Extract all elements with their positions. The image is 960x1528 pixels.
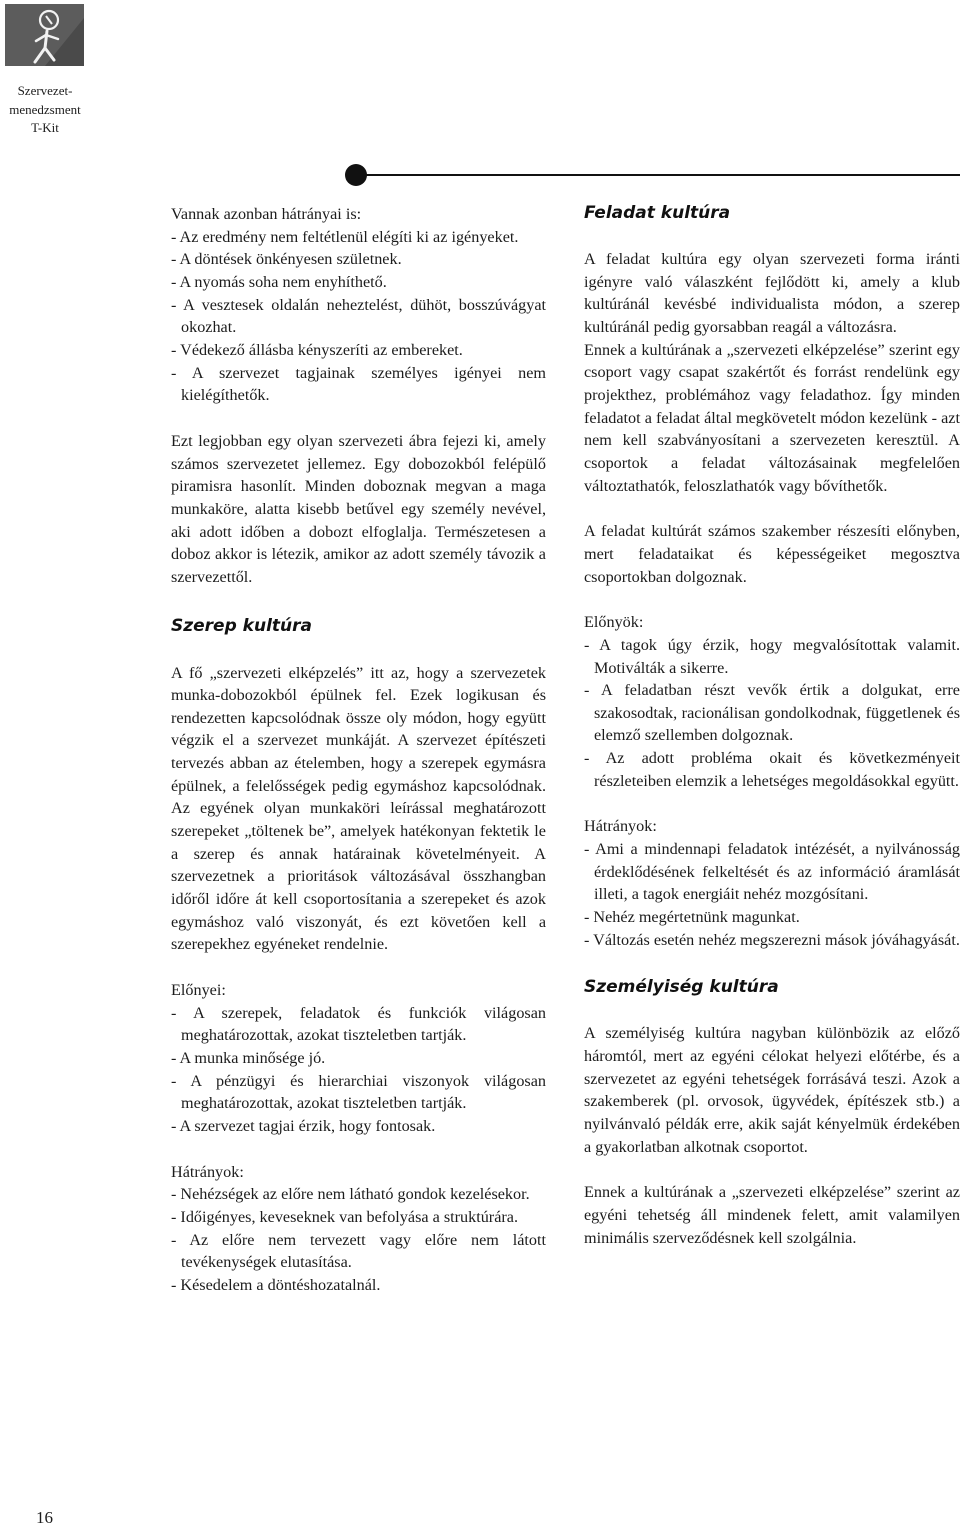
list-item: - A szerepek, feladatok és funkciók világosan meghatározottak, azokat tiszteletben tartják. — [171, 1003, 546, 1045]
list-item: - Ami a mindennapi feladatok intézését, a nyilvánosság érdeklődésének felkeltését és az információ áramlását illeti, a tagok energiáit nehéz mozgósítani. — [584, 840, 960, 904]
task-pros-list — [584, 634, 960, 793]
cons-list — [171, 226, 546, 407]
page-number: 16 — [36, 1508, 53, 1527]
task-cons-list — [584, 838, 960, 951]
kit-title-line: T-Kit — [31, 120, 59, 135]
list-item: - A tagok úgy érzik, hogy megvalósítottak valamit. Motiválták a sikerre. — [584, 635, 960, 677]
task-paragraph-3: A feladat kultúrát számos szakember részesíti előnyben, mert feladataikat és képességeiket megosztva csoportokban dolgoznak. — [584, 522, 960, 586]
list-item: - Változás esetén nehéz megszerezni mások jóváhagyását. — [584, 930, 960, 949]
t-kit-logo — [5, 4, 84, 66]
right-column — [584, 202, 960, 1249]
task-paragraph-1: A feladat kultúra egy olyan szervezeti forma iránti igényre való válaszként fejlődött ki, amely a klub kultúránál kevésbé individualista módon, a szerep kultúránál pedig gyorsabban reagál a változásra. — [584, 250, 960, 336]
list-item: - A munka minősége jó. — [171, 1049, 326, 1067]
role-culture-heading: Szerep kultúra — [171, 615, 312, 636]
kit-title-line: Szervezet- — [17, 83, 73, 98]
task-paragraph-2: Ennek a kultúrának a „szervezeti elképzelése” szerint egy csoport vagy csapat szakértőt és forrást rendelünk egy projekthez, problémához vagy feladathoz. Így minden feladatot a feladat által megkövetelt módon kezelünk - azt nem kell szabványosítani a szervezeten keresztül. A csoportok a feladat változásainak megfelelően változtathatók, feloszlathatók vagy bővíthetők. — [584, 340, 960, 495]
list-item: - A pénzügyi és hierarchiai viszonyok világosan meghatározottak, azokat tiszteletben tartják. — [171, 1071, 546, 1113]
cons-intro: Vannak azonban hátrányai is: — [171, 205, 362, 223]
list-item: - A nyomás soha nem enyhíthető. — [171, 272, 387, 291]
kit-title-line: menedzsment — [9, 101, 81, 117]
list-item: - Nehéz megértetnünk magunkat. — [584, 908, 800, 927]
list-item: - A döntések önkényesen születnek. — [171, 250, 402, 269]
header-rule-dot — [345, 164, 367, 186]
left-column — [171, 203, 546, 1297]
role-cons-list — [171, 1183, 546, 1296]
task-cons-title: Hátrányok: — [584, 817, 657, 836]
list-item: - A szervezet tagjainak személyes igényei nem kielégíthetők. — [171, 363, 546, 405]
role-pros-title: Előnyei: — [171, 981, 226, 1000]
role-pros-list — [171, 1002, 546, 1138]
task-culture-heading: Feladat kultúra — [584, 203, 731, 223]
list-item: - Az előre nem tervezett vagy előre nem látott tevékenységek elutasítása. — [171, 1230, 546, 1272]
pyramid-paragraph: Ezt legjobban egy olyan szervezeti ábra fejezi ki, amely számos szervezetet jellemez. Egy dobozokból felépülő piramisra hasonlít. Minden doboznak megvan a maga munkaköre, alatta kisebb betűvel egy személy nevével, aki adott időben a dobozt elfoglalja. Természetesen a doboz akkor is létezik, amikor az adott személy távozik a szervezettől. — [171, 431, 546, 586]
personality-paragraph-2: Ennek a kultúrának a „szervezeti elképzelése” szerint az egyéni tehetség áll mindenek felett, amit valamilyen minimális szerveződésnek kell szolgálnia. — [584, 1183, 960, 1247]
list-item: - Az eredmény nem feltétlenül elégíti ki az igényeket. — [171, 227, 519, 246]
kit-title — [0, 82, 90, 138]
list-item: - Késedelem a döntéshozatalnál. — [171, 1275, 381, 1294]
list-item: - A szervezet tagjai érzik, hogy fontosak. — [171, 1116, 436, 1135]
list-item: - A feladatban részt vevők értik a dolgukat, erre szakosodtak, racionálisan gondolkodnak, függetlenek és elemző szellemben dolgoznak. — [584, 681, 960, 745]
list-item: - Időigényes, keveseknek van befolyása a struktúrára. — [171, 1207, 518, 1226]
task-pros-title: Előnyök: — [584, 613, 644, 632]
role-cons-title: Hátrányok: — [171, 1162, 244, 1181]
role-culture-paragraph: A fő „szervezeti elképzelés” itt az, hogy a szervezetek munka-dobozokból épülnek fel. Ezek logikusan és rendezetten kapcsolódnak össze oly módon, hogy együtt végzik el a szervezet munkáját. A szervezet építészeti tervezés abban az ételemben, hogy a szerepek egymásra épülnek, a felelősségek pedig egymáshoz kapcsolódnak. Az egyének olyan munkaköri leírással meghatározott szerepeket „töltenek be”, amelyek hatékonyan fektetik le a szerep és annak határainak követelményeit. A szervezetnek a prioritások változásával összhangban időről időre át kell csoportosítania a szerepeket és azok egymáshoz való viszonyát, és ezt követően kell a szerepekhez egyéneket rendelnie. — [171, 663, 546, 954]
personality-paragraph-1: A személyiség kultúra nagyban különbözik az előző háromtól, mert az egyéni célokat helyezi előtérbe, és a szervezetet az egyéni tehetségek forrásává teszi. Azok a szakemberek (pl. orvosok, ügyvédek, építészek stb.) a nyilvánvaló példák erre, akik saját kényelmük érdekében a gyakorlatban alkotnak csoportot. — [584, 1024, 960, 1156]
list-item: - Védekező állásba kényszeríti az embereket. — [171, 340, 463, 359]
list-item: - A vesztesek oldalán neheztelést, dühöt, bosszúvágyat okozhat. — [171, 295, 546, 337]
personality-culture-heading: Személyiség kultúra — [584, 977, 779, 998]
header-rule — [356, 174, 960, 176]
list-item: - Az adott probléma okait és következményeit részleteiben elemzik a lehetséges megoldásokkal együtt. — [584, 749, 960, 790]
list-item: - Nehézségek az előre nem látható gondok kezelésekor. — [171, 1185, 530, 1204]
